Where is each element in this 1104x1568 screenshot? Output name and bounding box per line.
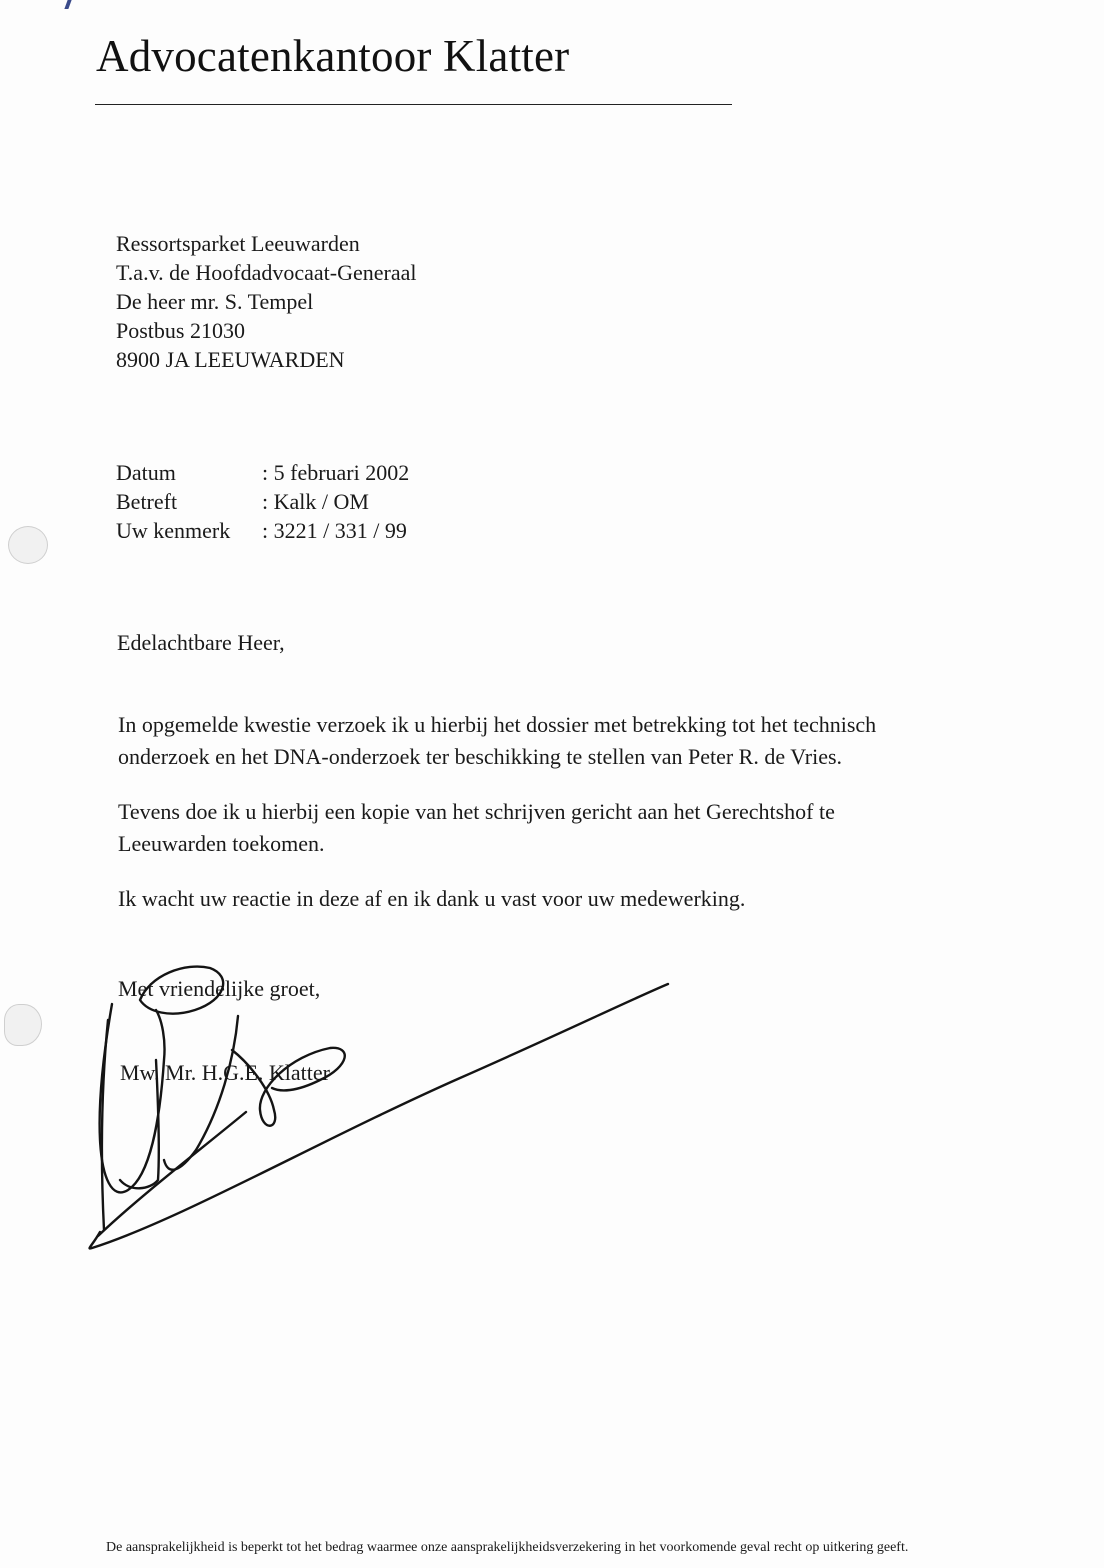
date-label: Datum [116,460,176,485]
date-value: : 5 februari 2002 [262,460,410,485]
letterhead-title: Advocatenkantoor Klatter [96,31,570,81]
subject-row [116,487,409,516]
date-row [116,458,409,487]
paragraph-line: Tevens doe ik u hierbij een kopie van het schrijven gericht aan het Gerechtshof te [118,799,835,824]
recipient-address [116,229,417,374]
address-line: 8900 JA LEEUWARDEN [116,347,345,372]
punch-hole-mark [8,526,48,564]
subject-value: : Kalk / OM [262,489,369,514]
address-line: De heer mr. S. Tempel [116,289,314,314]
pen-mark [64,0,71,9]
reference-block [116,458,409,545]
reference-label: Uw kenmerk [116,518,231,543]
address-line: Postbus 21030 [116,318,245,343]
footer-disclaimer: De aansprakelijkheid is beperkt tot het bedrag waarmee onze aansprakelijkheidsverzekering in het voorkomende geval recht op uitkering geeft. [106,1540,909,1555]
salutation: Edelachtbare Heer, [117,630,285,655]
paragraph-line: Leeuwarden toekomen. [118,831,325,856]
letterhead-rule [95,104,732,105]
reference-value: : 3221 / 331 / 99 [262,518,407,543]
signer-name: Mw. Mr. H.G.E. Klatter [120,1060,330,1085]
punch-hole-mark [4,1004,42,1046]
address-line: T.a.v. de Hoofdadvocaat-Generaal [116,260,417,285]
paragraph-line: onderzoek en het DNA-onderzoek ter beschikking te stellen van Peter R. de Vries. [118,744,843,769]
paragraph-line: Ik wacht uw reactie in deze af en ik dank u vast voor uw medewerking. [118,886,746,911]
body-paragraph [118,796,835,860]
body-paragraph [118,709,876,773]
reference-row [116,516,409,545]
paragraph-line: In opgemelde kwestie verzoek ik u hierbij het dossier met betrekking tot het technisch [118,712,877,737]
closing: Met vriendelijke groet, [118,976,321,1001]
subject-label: Betreft [116,489,178,514]
address-line: Ressortsparket Leeuwarden [116,231,360,256]
body-paragraph [118,883,745,915]
